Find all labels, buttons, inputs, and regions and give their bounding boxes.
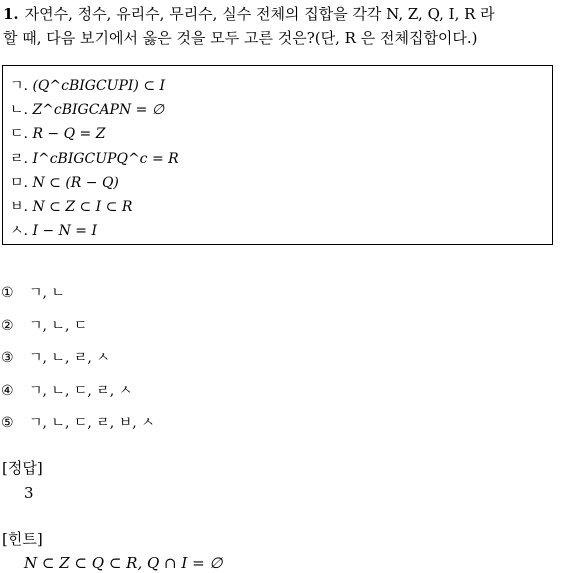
box-item-label: ㅂ. <box>10 199 28 216</box>
hint-text: N ⊂ Z ⊂ Q ⊂ R, Q ∩ I = ∅ <box>24 554 223 572</box>
box-item-label: ㄱ. <box>10 78 28 94</box>
box-item-expression: I^cBIGCUPQ^c = R <box>32 150 179 167</box>
hint-label: [힌트] <box>2 530 43 548</box>
box-item <box>10 98 552 122</box>
choice-text: ㄱ, ㄴ, ㄷ, ㄹ, ㅅ <box>29 382 133 399</box>
choice-number: ④ <box>1 382 14 399</box>
choice-number: ② <box>1 317 14 334</box>
question-line-1 <box>3 2 568 26</box>
box-item-expression: (Q^cBIGCUPI) ⊂ I <box>32 78 166 94</box>
box-item <box>10 171 552 195</box>
box-item-expression: I − N = I <box>32 223 98 240</box>
box-item-expression: N ⊂ Z ⊂ I ⊂ R <box>32 199 133 216</box>
box-item <box>10 147 552 171</box>
box-item-expression: Z^cBIGCAPN = ∅ <box>32 102 165 119</box>
choice-number: ⑤ <box>1 415 14 431</box>
choice-text: ㄱ, ㄴ, ㄷ <box>29 317 88 334</box>
question-header <box>3 2 568 50</box>
choice-number: ① <box>1 285 14 301</box>
choice-1[interactable] <box>1 282 155 315</box>
example-box <box>2 65 553 245</box>
box-item-label: ㅁ. <box>10 174 28 191</box>
choice-2[interactable] <box>1 315 155 348</box>
question-text-line-2: 할 때, 다음 보기에서 옳은 것을 모두 고른 것은?(단, R 은 전체집합이다.) <box>3 29 478 47</box>
choice-4[interactable] <box>1 380 155 413</box>
box-item <box>10 122 552 146</box>
box-item <box>10 195 552 219</box>
choice-number: ③ <box>1 350 14 366</box>
choice-5[interactable] <box>1 412 155 445</box>
choice-text: ㄱ, ㄴ, ㄹ, ㅅ <box>29 350 110 366</box>
choice-3[interactable] <box>1 347 155 380</box>
box-item-label: ㄹ. <box>10 150 28 167</box>
answer-choices <box>1 282 155 445</box>
answer-value: 3 <box>24 484 34 502</box>
box-item-expression: N ⊂ (R − Q) <box>32 174 119 191</box>
question-text-line-1: 자연수, 정수, 유리수, 무리수, 실수 전체의 집합을 각각 N, Z, Q, I, R 라 <box>24 5 495 23</box>
box-item-label: ㄴ. <box>10 102 28 119</box>
box-item-expression: R − Q = Z <box>32 126 106 143</box>
box-item <box>10 219 552 243</box>
box-item-label: ㅅ. <box>10 223 28 240</box>
box-item <box>10 74 552 98</box>
choice-text: ㄱ, ㄴ, ㄷ, ㄹ, ㅂ, ㅅ <box>29 415 155 431</box>
box-item-label: ㄷ. <box>10 126 28 143</box>
choice-text: ㄱ, ㄴ <box>29 285 65 301</box>
answer-label: [정답] <box>2 459 43 477</box>
question-number: 1. <box>3 5 19 23</box>
